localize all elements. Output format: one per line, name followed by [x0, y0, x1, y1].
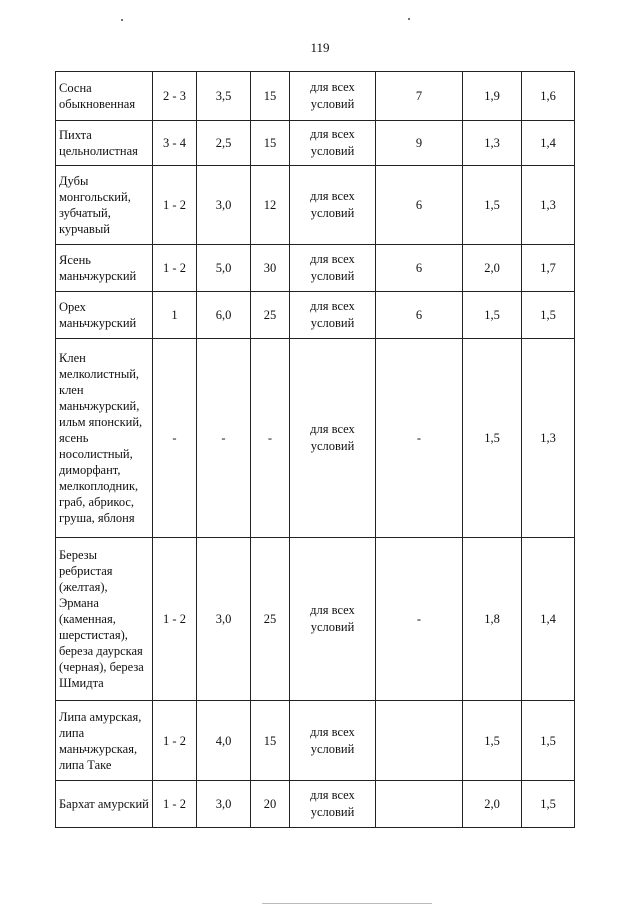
value-cell — [376, 701, 463, 781]
value-cell: 1,4 — [522, 538, 575, 701]
value-cell: 1,5 — [522, 701, 575, 781]
value-cell: 1,3 — [463, 121, 522, 166]
value-cell — [376, 781, 463, 828]
scan-speck — [408, 18, 410, 20]
species-name-cell: Липа амурская, липа маньчжурская, липа Таке — [56, 701, 153, 781]
conditions-cell: для всех условий — [290, 339, 376, 538]
value-cell: 1,3 — [522, 339, 575, 538]
value-cell: - — [251, 339, 290, 538]
value-cell: 1,5 — [522, 781, 575, 828]
table-row — [56, 292, 575, 339]
species-name-cell: Пихта цельнолистная — [56, 121, 153, 166]
conditions-cell: для всех условий — [290, 701, 376, 781]
conditions-cell: для всех условий — [290, 72, 376, 121]
table-row — [56, 121, 575, 166]
species-name-cell: Дубы монгольский, зубчатый, курчавый — [56, 166, 153, 245]
value-cell: 12 — [251, 166, 290, 245]
value-cell: 2,0 — [463, 245, 522, 292]
species-name-cell: Орех маньчжурский — [56, 292, 153, 339]
value-cell: 1 - 2 — [153, 245, 197, 292]
value-cell: - — [376, 339, 463, 538]
value-cell: - — [197, 339, 251, 538]
value-cell: - — [376, 538, 463, 701]
table-row — [56, 538, 575, 701]
species-name-cell: Березы ребристая (желтая), Эрмана (каменная, шерстистая), береза даурская (черная), береза Шмидта — [56, 538, 153, 701]
value-cell: 30 — [251, 245, 290, 292]
value-cell: 6 — [376, 292, 463, 339]
value-cell: 6,0 — [197, 292, 251, 339]
value-cell: 1 — [153, 292, 197, 339]
value-cell: 25 — [251, 292, 290, 339]
value-cell: 7 — [376, 72, 463, 121]
species-name-cell: Ясень маньчжурский — [56, 245, 153, 292]
page-number: 119 — [310, 40, 330, 55]
value-cell: 1 - 2 — [153, 781, 197, 828]
value-cell: 3,0 — [197, 538, 251, 701]
value-cell: 1 - 2 — [153, 538, 197, 701]
value-cell: 1,7 — [522, 245, 575, 292]
value-cell: 1,5 — [463, 292, 522, 339]
value-cell: 3,0 — [197, 781, 251, 828]
value-cell: 3,5 — [197, 72, 251, 121]
species-name-cell: Клен мелколистный, клен маньчжурский, ильм японский, ясень носолистный, диморфант, мелкоплодник, граб, абрикос, груша, яблоня — [56, 339, 153, 538]
value-cell: 15 — [251, 72, 290, 121]
value-cell: 1,9 — [463, 72, 522, 121]
conditions-cell: для всех условий — [290, 538, 376, 701]
table-row — [56, 166, 575, 245]
table-row — [56, 72, 575, 121]
table-row — [56, 781, 575, 828]
conditions-cell: для всех условий — [290, 781, 376, 828]
value-cell: 5,0 — [197, 245, 251, 292]
species-name-cell: Сосна обыкновенная — [56, 72, 153, 121]
value-cell: 1,5 — [463, 166, 522, 245]
value-cell: 15 — [251, 121, 290, 166]
value-cell: 15 — [251, 701, 290, 781]
value-cell: 2,5 — [197, 121, 251, 166]
value-cell: 3 - 4 — [153, 121, 197, 166]
value-cell: 1,5 — [522, 292, 575, 339]
value-cell: 1,8 — [463, 538, 522, 701]
scan-speck — [121, 19, 123, 21]
scan-edge-line — [262, 903, 432, 904]
value-cell: 9 — [376, 121, 463, 166]
value-cell: 3,0 — [197, 166, 251, 245]
table-row — [56, 245, 575, 292]
value-cell: 1,5 — [463, 701, 522, 781]
value-cell: 1 - 2 — [153, 166, 197, 245]
table-row — [56, 339, 575, 538]
value-cell: 1,6 — [522, 72, 575, 121]
species-table — [55, 71, 575, 828]
value-cell: 2,0 — [463, 781, 522, 828]
conditions-cell: для всех условий — [290, 245, 376, 292]
table-row — [56, 701, 575, 781]
value-cell: 4,0 — [197, 701, 251, 781]
value-cell: 1,3 — [522, 166, 575, 245]
conditions-cell: для всех условий — [290, 166, 376, 245]
value-cell: 20 — [251, 781, 290, 828]
conditions-cell: для всех условий — [290, 292, 376, 339]
conditions-cell: для всех условий — [290, 121, 376, 166]
value-cell: 2 - 3 — [153, 72, 197, 121]
value-cell: 6 — [376, 245, 463, 292]
value-cell: 1,5 — [463, 339, 522, 538]
value-cell: - — [153, 339, 197, 538]
value-cell: 1 - 2 — [153, 701, 197, 781]
value-cell: 1,4 — [522, 121, 575, 166]
value-cell: 25 — [251, 538, 290, 701]
species-name-cell: Бархат амурский — [56, 781, 153, 828]
value-cell: 6 — [376, 166, 463, 245]
